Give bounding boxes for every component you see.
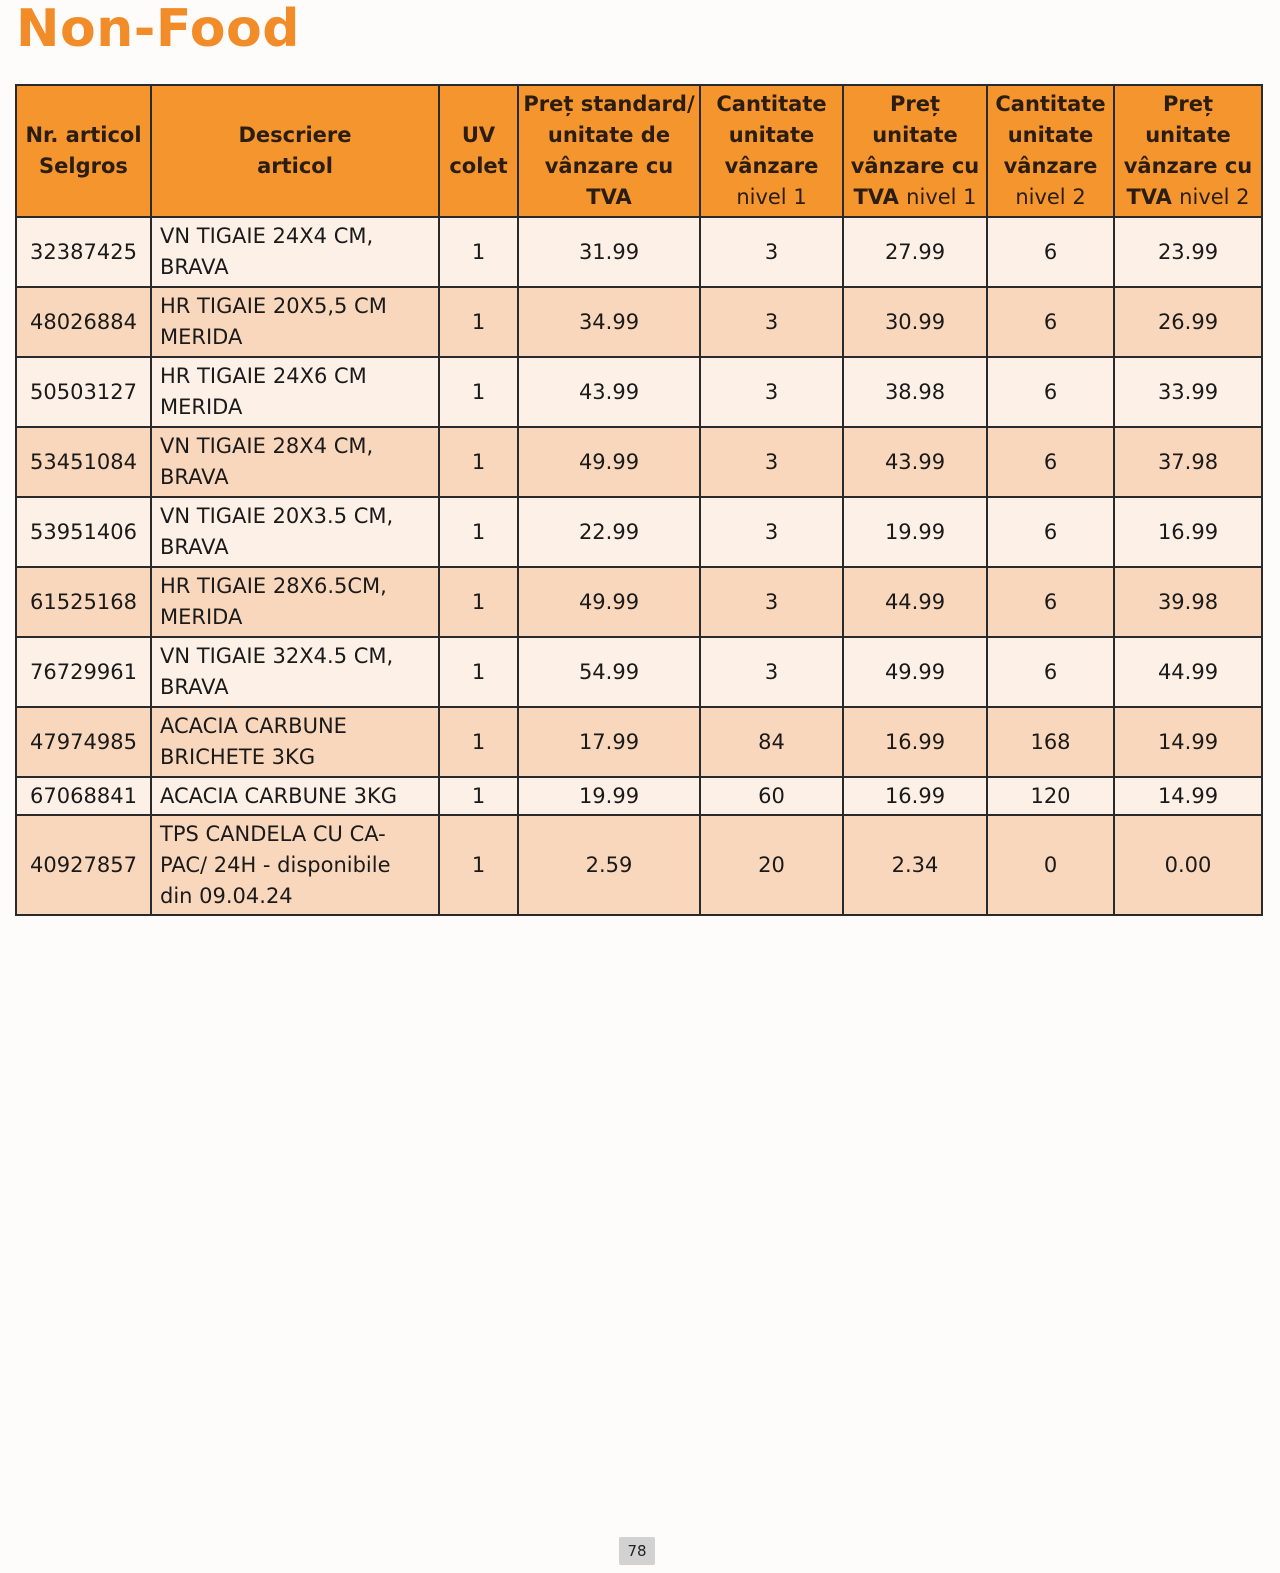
page-number: 78 <box>619 1537 655 1565</box>
header-line: TVA <box>1126 185 1172 209</box>
table-row <box>16 707 1262 777</box>
description-line: din 09.04.24 <box>160 883 293 908</box>
table-header <box>16 85 1262 217</box>
qty-level-1-cell: 84 <box>700 707 843 777</box>
header-line: Descriere <box>238 123 352 147</box>
price-level-1-cell: 27.99 <box>843 217 987 287</box>
qty-level-2-cell: 6 <box>987 287 1114 357</box>
col-header-price-level-2 <box>1114 85 1262 217</box>
header-line: unitate <box>872 123 958 147</box>
description-line: VN TIGAIE 32X4.5 CM, <box>160 644 394 668</box>
table-row <box>16 357 1262 427</box>
uv-colet-cell: 1 <box>439 567 518 637</box>
table-row <box>16 567 1262 637</box>
standard-price-cell: 54.99 <box>518 637 700 707</box>
header-line: vânzare cu <box>1123 154 1253 178</box>
standard-price-cell: 43.99 <box>518 357 700 427</box>
header-level-label: nivel 1 <box>736 185 807 209</box>
qty-level-1-cell: 3 <box>700 637 843 707</box>
qty-level-1-cell: 3 <box>700 287 843 357</box>
qty-level-2-cell: 6 <box>987 217 1114 287</box>
uv-colet-cell: 1 <box>439 815 518 915</box>
header-line: vânzare cu <box>850 154 980 178</box>
header-row <box>16 85 1262 217</box>
uv-colet-cell: 1 <box>439 357 518 427</box>
header-level-label: nivel 2 <box>1015 185 1086 209</box>
article-number-cell: 32387425 <box>16 217 151 287</box>
qty-level-2-cell: 0 <box>987 815 1114 915</box>
article-number-cell: 40927857 <box>16 815 151 915</box>
uv-colet-cell: 1 <box>439 217 518 287</box>
header-line: Preț <box>1162 92 1214 116</box>
qty-level-2-cell: 6 <box>987 567 1114 637</box>
qty-level-2-cell: 6 <box>987 357 1114 427</box>
header-line: vânzare <box>724 154 819 178</box>
description-line: BRAVA <box>160 255 229 279</box>
uv-colet-cell: 1 <box>439 427 518 497</box>
qty-level-2-cell: 6 <box>987 637 1114 707</box>
header-line: unitate <box>728 123 815 147</box>
uv-colet-cell: 1 <box>439 497 518 567</box>
header-line: Cantitate <box>716 92 827 116</box>
col-header-article-number <box>16 85 151 217</box>
header-line: TVA <box>853 185 899 209</box>
price-level-1-cell: 44.99 <box>843 567 987 637</box>
qty-level-1-cell: 60 <box>700 777 843 815</box>
article-number-cell: 67068841 <box>16 777 151 815</box>
uv-colet-cell: 1 <box>439 707 518 777</box>
standard-price-cell: 49.99 <box>518 427 700 497</box>
uv-colet-cell: 1 <box>439 637 518 707</box>
header-line: vânzare cu <box>544 154 674 178</box>
description-line: BRAVA <box>160 465 229 489</box>
col-header-qty-level-1 <box>700 85 843 217</box>
standard-price-cell: 31.99 <box>518 217 700 287</box>
description-cell <box>151 497 439 567</box>
qty-level-1-cell: 3 <box>700 497 843 567</box>
header-line: articol <box>257 154 333 178</box>
table-row <box>16 497 1262 567</box>
standard-price-cell: 19.99 <box>518 777 700 815</box>
description-line: BRICHETE 3KG <box>160 745 316 769</box>
qty-level-2-cell: 6 <box>987 497 1114 567</box>
price-level-2-cell: 14.99 <box>1114 707 1262 777</box>
table-row <box>16 217 1262 287</box>
header-line: colet <box>449 154 508 178</box>
description-line: PAC/ 24H - disponibile <box>160 852 391 877</box>
header-line: unitate <box>1145 123 1231 147</box>
header-line: UV <box>461 123 496 147</box>
header-line: Selgros <box>39 154 128 178</box>
standard-price-cell: 2.59 <box>518 815 700 915</box>
uv-colet-cell: 1 <box>439 777 518 815</box>
description-line: HR TIGAIE 28X6.5CM, <box>160 574 387 598</box>
description-cell <box>151 287 439 357</box>
page-title: Non-Food <box>16 0 300 59</box>
description-cell <box>151 357 439 427</box>
table-row <box>16 427 1262 497</box>
table-row <box>16 815 1262 915</box>
article-number-cell: 47974985 <box>16 707 151 777</box>
col-header-price-level-1 <box>843 85 987 217</box>
standard-price-cell: 34.99 <box>518 287 700 357</box>
description-line: MERIDA <box>160 605 243 629</box>
header-line: Nr. articol <box>25 123 142 147</box>
standard-price-cell: 22.99 <box>518 497 700 567</box>
description-line: HR TIGAIE 20X5,5 CM <box>160 294 387 318</box>
qty-level-1-cell: 3 <box>700 567 843 637</box>
uv-colet-cell: 1 <box>439 287 518 357</box>
price-level-1-cell: 19.99 <box>843 497 987 567</box>
description-line: MERIDA <box>160 325 243 349</box>
qty-level-1-cell: 3 <box>700 357 843 427</box>
description-cell <box>151 815 439 915</box>
description-line: MERIDA <box>160 395 243 419</box>
qty-level-1-cell: 3 <box>700 427 843 497</box>
price-level-1-cell: 43.99 <box>843 427 987 497</box>
price-level-1-cell: 30.99 <box>843 287 987 357</box>
description-cell <box>151 707 439 777</box>
header-line: unitate <box>1007 123 1094 147</box>
qty-level-1-cell: 3 <box>700 217 843 287</box>
description-cell <box>151 427 439 497</box>
col-header-description <box>151 85 439 217</box>
header-line: unitate de <box>547 123 671 147</box>
price-level-2-cell: 37.98 <box>1114 427 1262 497</box>
description-line: HR TIGAIE 24X6 CM <box>160 364 367 388</box>
header-line: Preț <box>889 92 941 116</box>
standard-price-cell: 49.99 <box>518 567 700 637</box>
price-level-2-cell: 23.99 <box>1114 217 1262 287</box>
description-line: VN TIGAIE 24X4 CM, <box>160 224 374 248</box>
qty-level-2-cell: 6 <box>987 427 1114 497</box>
article-number-cell: 53951406 <box>16 497 151 567</box>
description-line: BRAVA <box>160 675 229 699</box>
price-level-2-cell: 44.99 <box>1114 637 1262 707</box>
description-line: ACACIA CARBUNE <box>160 714 347 738</box>
col-header-standard-price <box>518 85 700 217</box>
article-number-cell: 53451084 <box>16 427 151 497</box>
col-header-qty-level-2 <box>987 85 1114 217</box>
article-number-cell: 50503127 <box>16 357 151 427</box>
col-header-uv-colet <box>439 85 518 217</box>
price-level-2-cell: 14.99 <box>1114 777 1262 815</box>
price-level-2-cell: 33.99 <box>1114 357 1262 427</box>
price-level-2-cell: 0.00 <box>1114 815 1262 915</box>
header-line: Preț standard/ <box>523 92 695 116</box>
header-level-label: nivel 1 <box>906 185 977 209</box>
article-number-cell: 48026884 <box>16 287 151 357</box>
qty-level-2-cell: 120 <box>987 777 1114 815</box>
price-level-2-cell: 26.99 <box>1114 287 1262 357</box>
description-cell <box>151 217 439 287</box>
header-line: TVA <box>586 185 632 209</box>
description-line: VN TIGAIE 28X4 CM, <box>160 434 374 458</box>
price-level-1-cell: 16.99 <box>843 777 987 815</box>
price-level-1-cell: 16.99 <box>843 707 987 777</box>
header-line: Cantitate <box>995 92 1106 116</box>
description-cell <box>151 777 439 815</box>
table-body <box>16 217 1262 915</box>
standard-price-cell: 17.99 <box>518 707 700 777</box>
description-line: VN TIGAIE 20X3.5 CM, <box>160 504 394 528</box>
price-table <box>15 84 1263 916</box>
table-row <box>16 777 1262 815</box>
price-level-1-cell: 49.99 <box>843 637 987 707</box>
price-level-1-cell: 2.34 <box>843 815 987 915</box>
qty-level-1-cell: 20 <box>700 815 843 915</box>
description-cell <box>151 567 439 637</box>
header-level-label: nivel 2 <box>1179 185 1250 209</box>
price-level-2-cell: 39.98 <box>1114 567 1262 637</box>
article-number-cell: 61525168 <box>16 567 151 637</box>
description-cell <box>151 637 439 707</box>
qty-level-2-cell: 168 <box>987 707 1114 777</box>
article-number-cell: 76729961 <box>16 637 151 707</box>
price-level-1-cell: 38.98 <box>843 357 987 427</box>
table-row <box>16 287 1262 357</box>
description-line: ACACIA CARBUNE 3KG <box>160 783 398 808</box>
description-line: BRAVA <box>160 535 229 559</box>
table-row <box>16 637 1262 707</box>
price-level-2-cell: 16.99 <box>1114 497 1262 567</box>
header-line: vânzare <box>1003 154 1098 178</box>
description-line: TPS CANDELA CU CA- <box>160 821 386 846</box>
